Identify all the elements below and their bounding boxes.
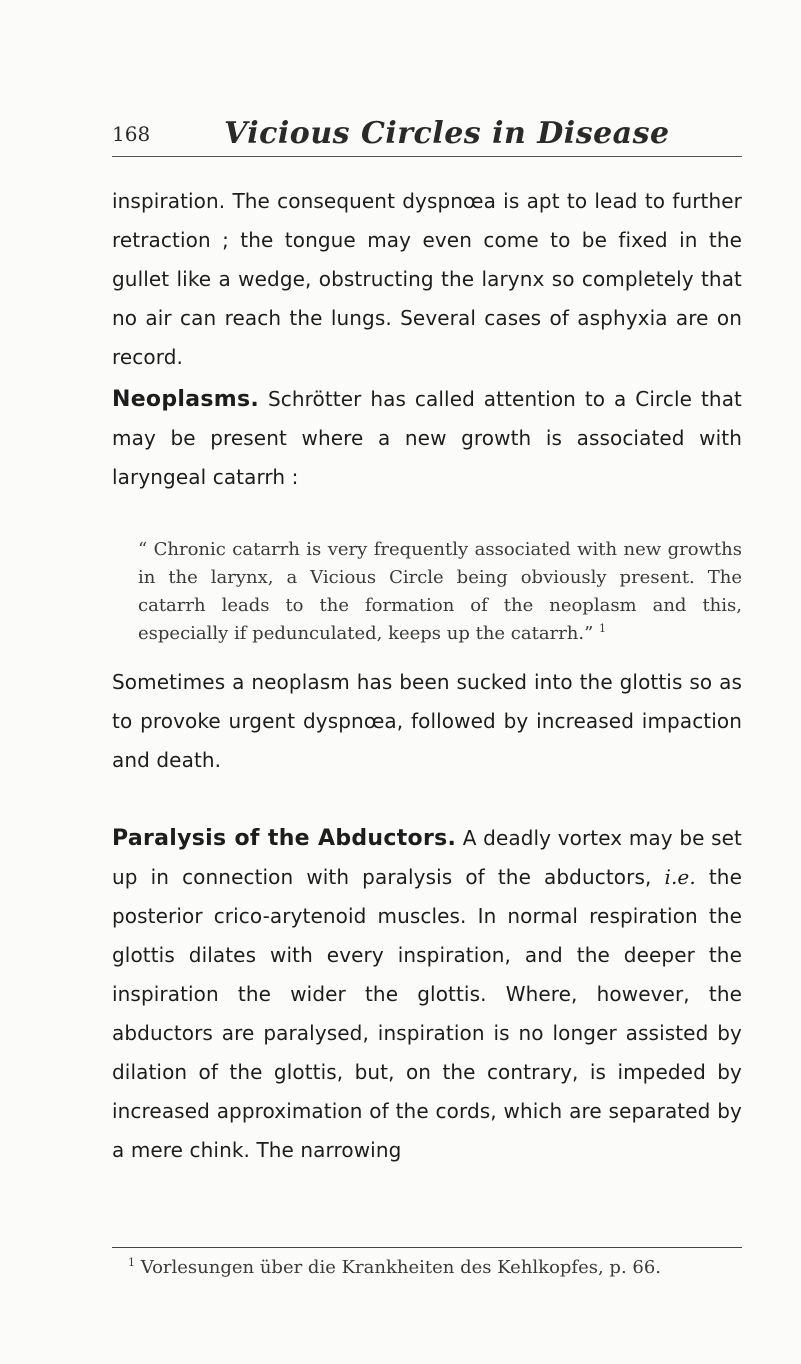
block-quote <box>138 536 742 648</box>
quote-text: “ Chronic catarrh is very frequently associated with new growths in the larynx, a Vicious Circle being obviously present. The catarrh leads to the formation of the neoplasm and this, especially if pedunculated, keeps up the catarrh.” <box>138 539 742 644</box>
paragraph-neoplasms <box>112 380 742 497</box>
paragraph-sucked-neoplasm <box>112 663 742 780</box>
footnote-reference: 1 <box>599 622 607 635</box>
running-title: Vicious Circles in Disease <box>224 116 670 151</box>
paragraph-inspiration <box>112 182 742 377</box>
page-header <box>112 116 742 160</box>
paragraph-abductors <box>112 819 742 1170</box>
paragraph-text: Schrötter has called attention to a Circle that may be present where a new growth is associated with laryngeal catarrh : <box>112 387 742 489</box>
paragraph-text: Sometimes a neoplasm has been sucked into the glottis so as to provoke urgent dyspnœa, followed by increased impaction and death. <box>112 670 742 772</box>
footnote-rule <box>112 1247 742 1248</box>
section-heading-neoplasms: Neoplasms. <box>112 387 260 412</box>
section-heading-abductors: Paralysis of the Abductors. <box>112 826 457 851</box>
paragraph-text: A deadly vortex may be set up in connection with paralysis of the abductors, <box>112 826 742 889</box>
paragraph-text: inspiration. The consequent dyspnœa is apt to lead to further retraction ; the tongue may even come to be fixed in the gullet like a wedge, obstructing the larynx so completely that no air can reach the lungs. Several cases of asphyxia are on record. <box>112 189 742 369</box>
page-number: 168 <box>112 122 151 146</box>
paragraph-text: the posterior crico-arytenoid muscles. In normal respiration the glottis dilates with every inspiration, and the deeper the inspiration the wider the glottis. Where, however, the abductors are paralysed, inspiration is no longer assisted by dilation of the glottis, but, on the contrary, is impeded by increased approximation of the cords, which are separated by a mere chink. The narrowing <box>112 865 742 1162</box>
footnote <box>112 1255 742 1281</box>
footnote-marker: 1 <box>128 1256 135 1269</box>
header-rule <box>112 156 742 157</box>
italic-ie: i.e. <box>664 865 696 889</box>
footnote-text: Vorlesungen über die Krankheiten des Kehlkopfes, p. 66. <box>135 1257 662 1278</box>
